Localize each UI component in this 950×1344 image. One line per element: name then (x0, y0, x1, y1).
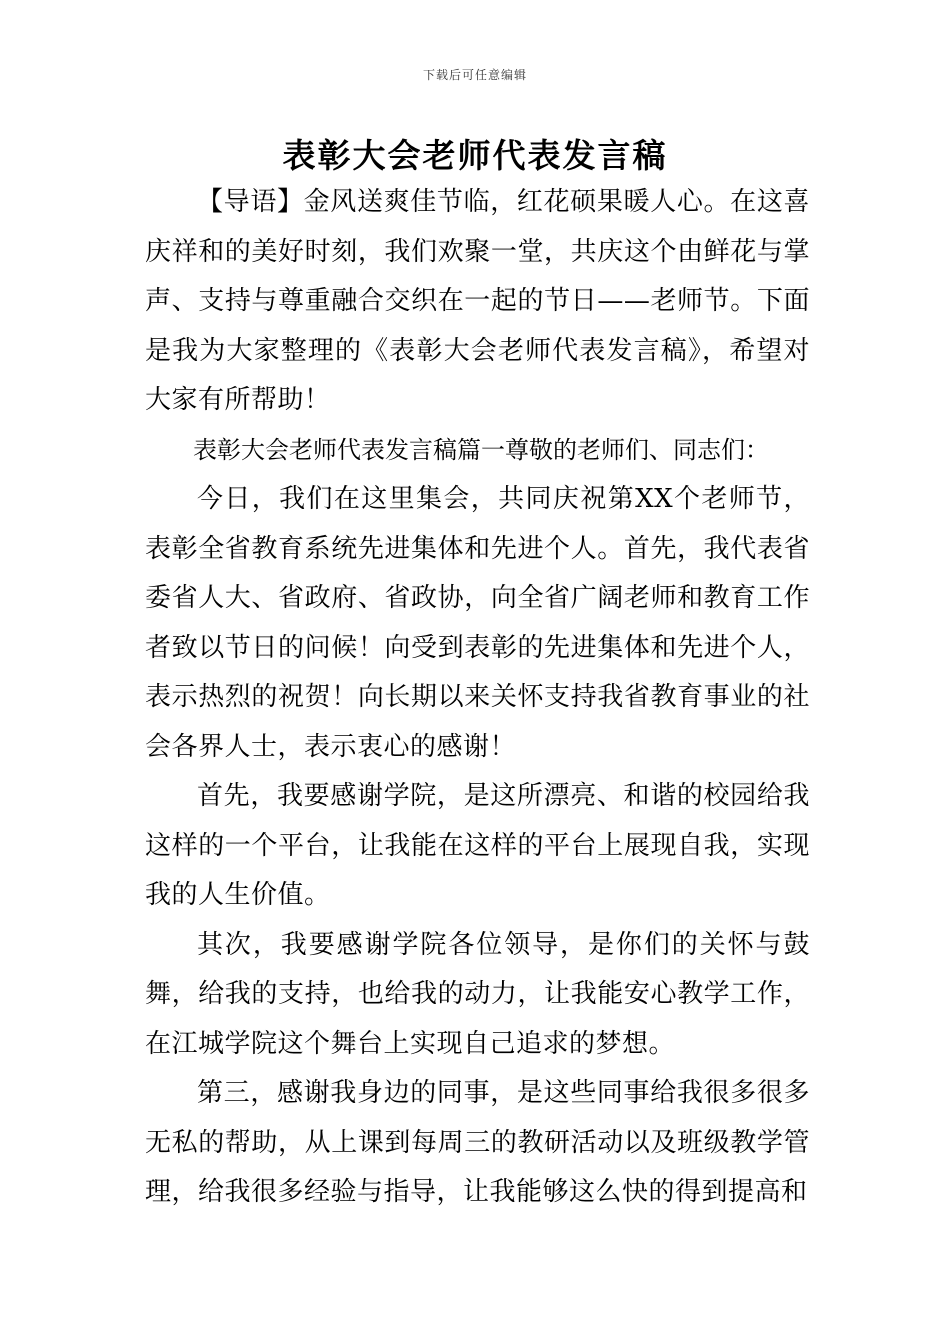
paragraph-opening: 今日，我们在这里集会，共同庆祝第XX个老师节，表彰全省教育系统先进集体和先进个人。首先，我代表省委省人大、省政府、省政协，向全省广阔老师和教育工作者致以节日的问候！向受到表彰的先进集体和先进个人，表示热烈的祝贺！向长期以来关怀支持我省教育事业的社会各界人士，表示衷心的感谢！ (145, 484, 810, 762)
paragraph-section-heading: 表彰大会老师代表发言稿篇一尊敬的老师们、同志们： (193, 435, 769, 464)
paragraph-thanks-colleagues: 第三，感谢我身边的同事，是这些同事给我很多很多无私的帮助，从上课到每周三的教研活动以及班级教学管理，给我很多经验与指导，让我能够这么快的得到提高和 (145, 1078, 810, 1207)
document-body (145, 178, 810, 1218)
paragraph-intro: 【导语】金风送爽佳节临，红花硕果暖人心。在这喜庆祥和的美好时刻，我们欢聚一堂，共庆这个由鲜花与掌声、支持与尊重融合交织在一起的节日——老师节。下面是我为大家整理的《表彰大会老师代表发言稿》，希望对大家有所帮助！ (145, 187, 810, 415)
paragraph-thanks-college: 首先，我要感谢学院，是这所漂亮、和谐的校园给我这样的一个平台，让我能在这样的平台上展现自我，实现我的人生价值。 (145, 781, 810, 910)
document-title: 表彰大会老师代表发言稿 (282, 136, 668, 175)
paragraph-thanks-leaders: 其次，我要感谢学院各位领导，是你们的关怀与鼓舞，给我的支持，也给我的动力，让我能安心教学工作，在江城学院这个舞台上实现自己追求的梦想。 (145, 929, 810, 1059)
page-header-note: 下载后可任意编辑 (422, 68, 527, 82)
